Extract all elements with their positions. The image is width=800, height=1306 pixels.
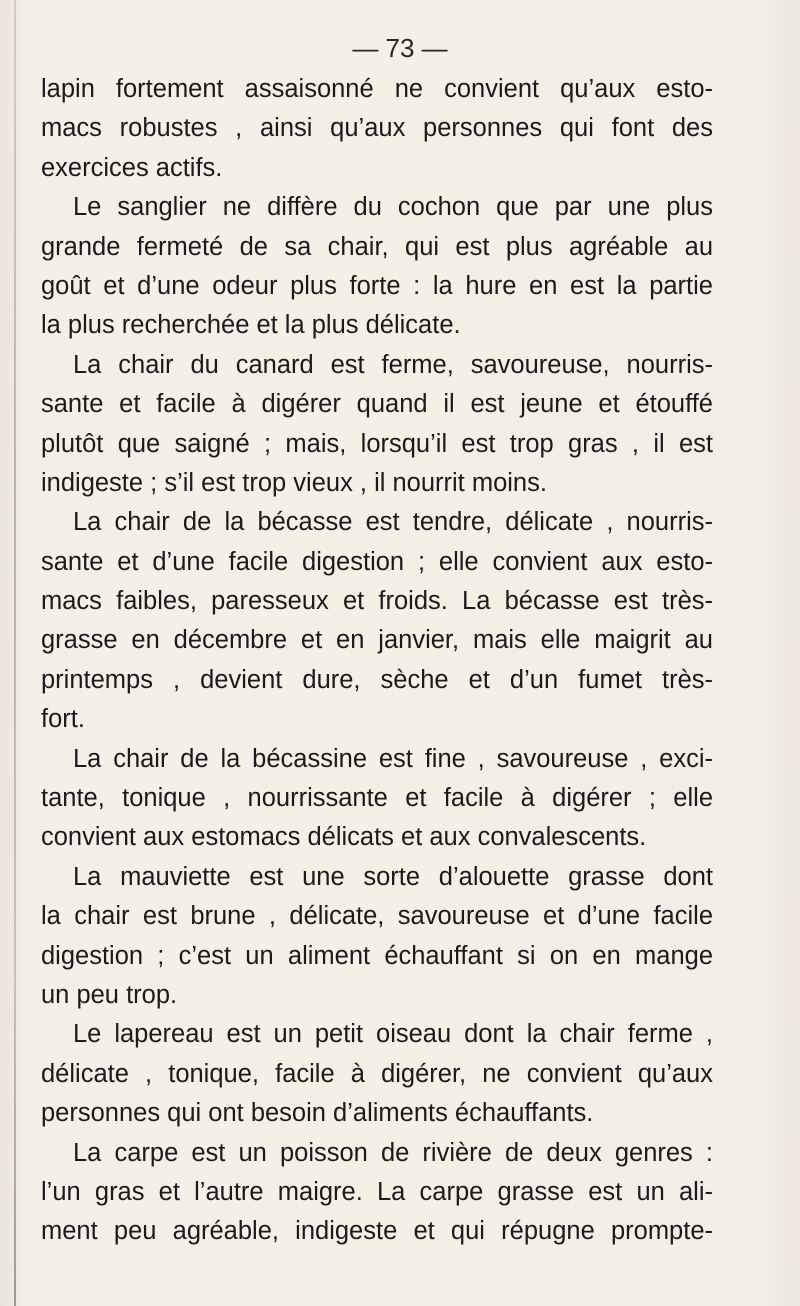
paragraph-first-line: Le lapereau est un petit oiseau dont la chair ferme , [73, 1020, 713, 1049]
text-line: lapin fortement assaisonné ne convient qu’aux esto- [41, 75, 713, 103]
binding-edge [14, 0, 16, 1306]
text-line: plutôt que saigné ; mais, lorsqu’il est trop gras , il est [41, 429, 713, 458]
text-line: tante, tonique , nourrissante et facile à digérer ; elle [41, 784, 713, 813]
text-line: sante et facile à digérer quand il est jeune et étouffé [41, 390, 713, 419]
text-line: macs robustes , ainsi qu’aux personnes qui font des [41, 114, 713, 143]
paragraph-first-line: La chair de la bécassine est fine , savoureuse , exci- [73, 744, 713, 773]
text-line: goût et d’une odeur plus forte : la hure en est la partie [41, 271, 713, 300]
text-line: grande fermeté de sa chair, qui est plus agréable au [41, 232, 713, 261]
text-line: digestion ; c’est un aliment échauffant si on en mange [41, 941, 713, 970]
paragraph-first-line: La mauviette est une sorte d’alouette grasse dont [73, 862, 713, 891]
paragraph-first-line: Le sanglier ne diffère du cochon que par une plus [73, 193, 713, 222]
text-line: un peu trop. [41, 980, 178, 1009]
paragraph-first-line: La carpe est un poisson de rivière de deux genres : [73, 1138, 713, 1167]
text-line: printemps , devient dure, sèche et d’un fumet très- [41, 665, 713, 694]
text-line: grasse en décembre et en janvier, mais elle maigrit au [41, 626, 713, 655]
text-line: ment peu agréable, indigeste et qui répugne prompte- [41, 1217, 713, 1246]
text-line: l’un gras et l’autre maigre. La carpe grasse est un ali- [41, 1177, 713, 1206]
body-text [41, 70, 713, 1252]
text-line: délicate , tonique, facile à digérer, ne convient qu’aux [41, 1059, 713, 1088]
text-line: personnes qui ont besoin d’aliments échauffants. [41, 1099, 594, 1128]
text-line: sante et d’une facile digestion ; elle convient aux esto- [41, 547, 713, 576]
page-number: — 73 — [352, 33, 448, 63]
text-line: exercices actifs. [41, 153, 223, 182]
text-line: convient aux estomacs délicats et aux convalescents. [41, 823, 647, 852]
text-line: la chair est brune , délicate, savoureuse et d’une facile [41, 902, 713, 931]
paragraph-first-line: La chair du canard est ferme, savoureuse, nourris- [73, 350, 713, 379]
paragraph-first-line: La chair de la bécasse est tendre, délicate , nourris- [73, 508, 713, 537]
text-line: fort. [41, 705, 85, 734]
text-line: macs faibles, paresseux et froids. La bécasse est très- [41, 587, 713, 616]
text-line: la plus recherchée et la plus délicate. [41, 311, 461, 340]
text-line: indigeste ; s’il est trop vieux , il nourrit moins. [41, 468, 547, 497]
